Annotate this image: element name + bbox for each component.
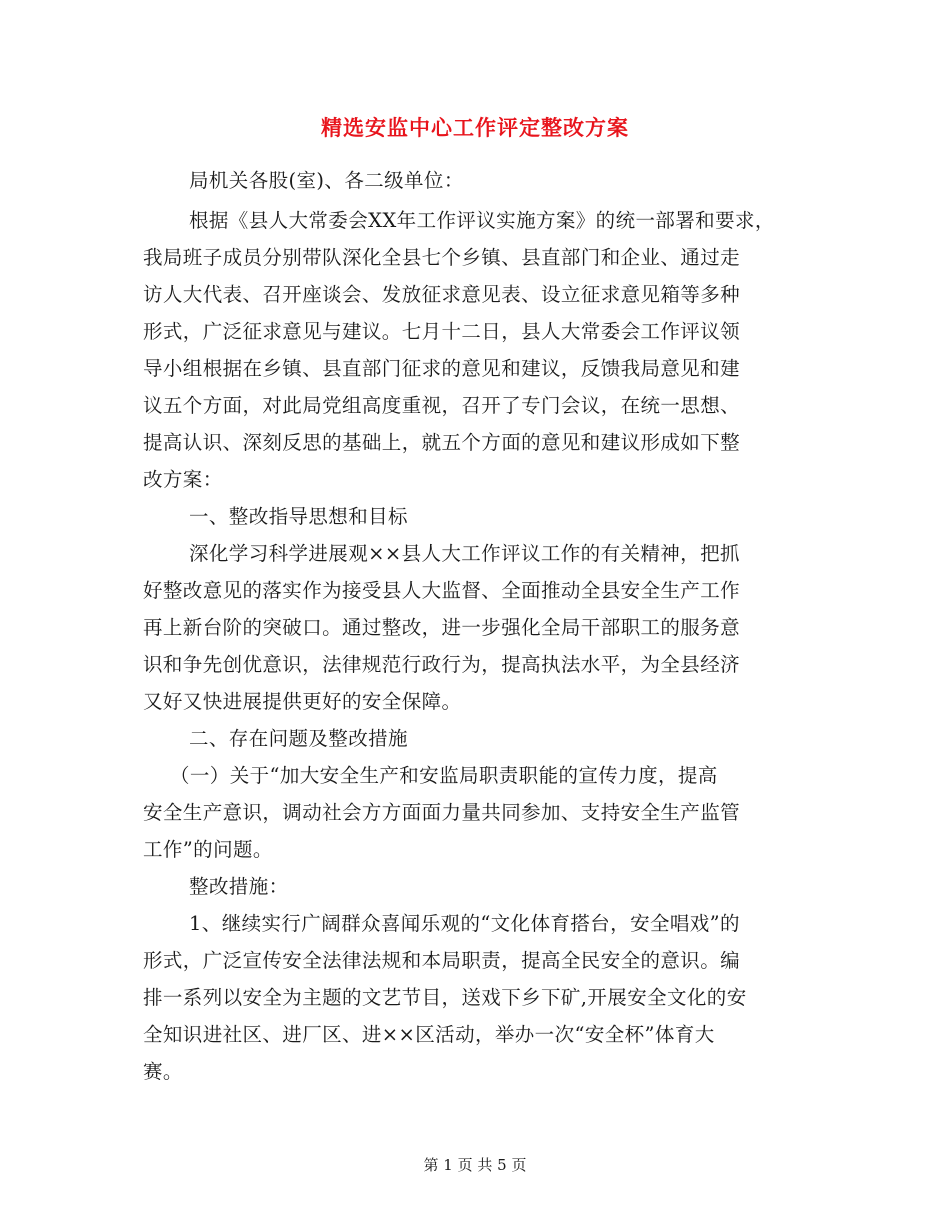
body-line: 识和争先创优意识，法律规范行政行为，提高执法水平，为全县经济 bbox=[143, 653, 741, 676]
body-line: 安全生产意识，调动社会方方面面力量共同参加、支持安全生产监管 bbox=[143, 801, 741, 824]
body-line: 形式，广泛征求意见与建议。七月十二日，县人大常委会工作评议领 bbox=[143, 320, 741, 343]
body-line: 好整改意见的落实作为接受县人大监督、全面推动全县安全生产工作 bbox=[143, 579, 741, 602]
body-line: 又好又快进展提供更好的安全保障。 bbox=[143, 690, 462, 713]
salutation-line: 局机关各股(室)、各二级单位： bbox=[189, 169, 464, 192]
body-line: 深化学习科学进展观××县人大工作评议工作的有关精神，把抓 bbox=[189, 542, 740, 565]
body-line: 根据《县人大常委会XX年工作评议实施方案》的统一部署和要求， bbox=[189, 209, 775, 232]
body-line: 全知识进社区、进厂区、进××区活动，举办一次“安全杯”体育大 bbox=[143, 1023, 715, 1046]
body-line: 排一系列以安全为主题的文艺节目，送戏下乡下矿,开展安全文化的安 bbox=[143, 986, 747, 1009]
body-line: 1、继续实行广阔群众喜闻乐观的“文化体育搭台，安全唱戏”的 bbox=[189, 912, 740, 935]
body-line: 提高认识、深刻反思的基础上，就五个方面的意见和建议形成如下整 bbox=[143, 431, 741, 454]
section-heading: 二、存在问题及整改措施 bbox=[189, 727, 408, 750]
body-line: 议五个方面，对此局党组高度重视，召开了专门会议，在统一思想、 bbox=[143, 394, 741, 417]
page-number: 第 1 页 共 5 页 bbox=[423, 1156, 527, 1174]
body-line: 形式，广泛宣传安全法律法规和本局职责，提高全民安全的意识。编 bbox=[143, 949, 741, 972]
subheading: 整改措施： bbox=[189, 875, 289, 898]
body-line: 再上新台阶的突破口。通过整改，进一步强化全局干部职工的服务意 bbox=[143, 616, 741, 639]
body-line: （一）关于“加大安全生产和安监局职责职能的宣传力度，提高 bbox=[170, 764, 718, 787]
body-line: 我局班子成员分别带队深化全县七个乡镇、县直部门和企业、通过走 bbox=[143, 246, 741, 269]
body-line: 访人大代表、召开座谈会、发放征求意见表、设立征求意见箱等多种 bbox=[143, 283, 741, 306]
body-line: 赛。 bbox=[143, 1060, 183, 1083]
section-heading: 一、整改指导思想和目标 bbox=[189, 505, 408, 528]
body-line: 改方案： bbox=[143, 468, 223, 491]
body-line: 工作”的问题。 bbox=[143, 838, 273, 861]
document-title: 精选安监中心工作评定整改方案 bbox=[321, 116, 629, 140]
body-line: 导小组根据在乡镇、县直部门征求的意见和建议，反馈我局意见和建 bbox=[143, 357, 741, 380]
